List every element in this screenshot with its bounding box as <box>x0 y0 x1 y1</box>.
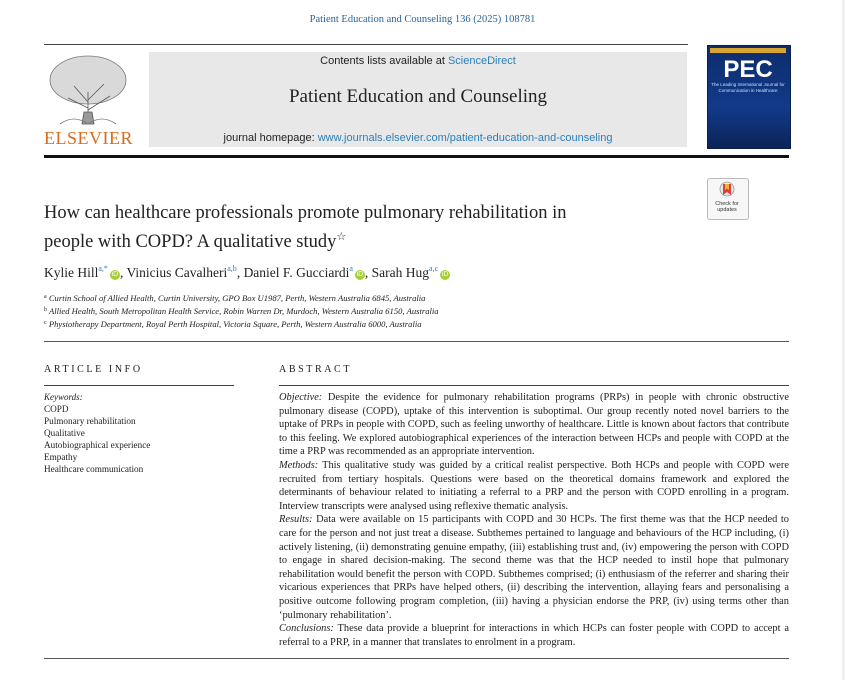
cover-subtitle: The Leading International Journal for Communication in Healthcare <box>711 82 785 93</box>
homepage-prefix: journal homepage: <box>223 132 315 144</box>
author-name[interactable]: Sarah Hug <box>371 265 430 280</box>
title-footnote-star[interactable]: ☆ <box>336 231 347 243</box>
orcid-icon[interactable]: iD <box>111 271 119 278</box>
journal-title: Patient Education and Counseling <box>288 86 548 107</box>
keyword-item[interactable]: Qualitative <box>44 428 85 438</box>
author-affil[interactable]: a,b <box>227 264 237 273</box>
author-list: Kylie Hill$^{a,*}$iD , Vinicius Cavalheri$^{a,b}$, Daniel F. Gucciardi$^a$iD , Sarah Hug$^{a,c}$iD <box>44 264 449 280</box>
affiliation-text: Allied Health, South Metropolitan Health Service, Robin Warren Dr, Murdoch, Western Australia 6150, Australia <box>49 306 439 316</box>
conclusions-label: Conclusions: <box>279 623 334 635</box>
objective-label: Objective: <box>279 392 323 403</box>
affiliation-a <box>44 293 425 303</box>
abstract-methods <box>279 459 789 513</box>
abstract-rule <box>279 385 789 386</box>
bookmark-icon <box>719 181 735 199</box>
homepage-line <box>149 132 687 144</box>
methods-label: Methods: <box>279 459 319 471</box>
cover-title: PEC <box>723 56 773 83</box>
homepage-link[interactable]: www.journals.elsevier.com/patient-education-and-counseling <box>317 132 613 144</box>
author-affil[interactable]: a,c <box>429 264 439 273</box>
abstract-objective <box>279 391 789 459</box>
journal-citation[interactable]: Patient Education and Counseling 136 (2025) 108781 <box>309 14 536 25</box>
affiliation-text: Curtin School of Allied Health, Curtin University, GPO Box U1987, Perth, Western Australia 6845, Australia <box>48 293 426 303</box>
article-info-heading: ARTICLE INFO <box>44 364 143 375</box>
author-name[interactable]: Kylie Hill <box>44 265 99 280</box>
keywords-label: Keywords: <box>44 392 83 402</box>
affiliation-mark: b <box>44 307 47 313</box>
orcid-icon[interactable]: iD <box>441 271 449 278</box>
check-updates-label: Check for updates <box>715 201 739 213</box>
affiliation-text: Physiotherapy Department, Royal Perth Hospital, Victoria Square, Perth, Western Australia 6000, Australia <box>48 319 422 329</box>
affiliation-mark: c <box>44 320 47 326</box>
cover-accent-bar <box>710 48 786 53</box>
keyword-item[interactable]: COPD <box>44 404 69 414</box>
abstract-bottom-rule <box>44 658 789 659</box>
article-title-line1: How can healthcare professionals promote pulmonary rehabilitation in <box>44 203 567 223</box>
conclusions-text: These data provide a blueprint for interactions in which HCPs can foster people with COPD to accept a referral to a PRP, in a manner that translates to enrolment in a program. <box>279 623 789 648</box>
sciencedirect-link[interactable]: ScienceDirect <box>447 55 516 67</box>
affiliation-c <box>44 319 422 329</box>
keyword-item[interactable]: Autobiographical experience <box>44 440 151 450</box>
orcid-icon[interactable]: iD <box>356 271 364 278</box>
contents-prefix: Contents lists available at <box>320 55 445 67</box>
contents-line <box>149 55 687 67</box>
keyword-item[interactable]: Healthcare communication <box>44 464 144 474</box>
author-affil[interactable]: a <box>349 264 353 273</box>
section-rule <box>44 341 789 342</box>
header-top-rule <box>44 44 688 45</box>
abstract-heading: ABSTRACT <box>279 364 353 375</box>
author-name[interactable]: Daniel F. Gucciardi <box>243 265 350 280</box>
elsevier-logo-text[interactable]: ELSEVIER <box>44 128 133 148</box>
author-name[interactable]: Vinicius Cavalheri <box>126 265 228 280</box>
header-bottom-rule <box>44 155 789 158</box>
abstract-conclusions <box>279 622 789 649</box>
article-info-rule <box>44 385 234 386</box>
results-text: Data were available on 15 participants with COPD and 30 HCPs. The first theme was that the HCP needed to care for the person and not just treat a disease. Subthemes pertained to language and behaviours of the HCP including, (i) actively listening, (ii) demonstrating genuine empathy, (iii) establishing trust and, (iv) empowering the person with COPD to engage in shared decision-making. The second theme was that the HCP needed to instil hope that pulmonary rehabilitation would benefit the person with COPD. Subthemes comprised; (i) enthusiasm of the referrer and sharing their vicarious experiences that PRPs have helped others, (ii) describing the intervention, allaying fears and personalising a positive outcome following program completion, (iii) having a physician endorse the PRP, (iv) using terms other than ‘pulmonary rehabilitation’. <box>279 514 789 621</box>
keyword-item[interactable]: Pulmonary rehabilitation <box>44 416 136 426</box>
author-affil[interactable]: a,* <box>98 264 108 273</box>
objective-text: Despite the evidence for pulmonary rehabilitation programs (PRPs) in people with chronic obstructive pulmonary disease (COPD), uptake of this intervention is suboptimal. Our group recently noted novel barriers to the uptake of PRPs in people with COPD, such as feeling unworthy of healthcare. Little is known about factors that contribute to this feeling. We explored autobiographical experiences of the interaction between HCPs and people with COPD at the time a PRP was recommended as an appropriate intervention. <box>279 392 789 458</box>
article-title-line2: people with COPD? A qualitative study <box>44 232 337 253</box>
affiliation-mark: a <box>44 294 47 300</box>
affiliation-b <box>44 306 439 316</box>
abstract-results <box>279 513 789 622</box>
methods-text: This qualitative study was guided by a critical realist perspective. Both HCPs and people with COPD were recruited from tertiary hospitals. Questions were based on the theoretical domains framework and explored the determinants of behaviour related to initiating a referral to a PRP and the person with COPD enrolling in a program. Interview transcripts were analysed using reflexive thematic analysis. <box>279 459 789 512</box>
keyword-item[interactable]: Empathy <box>44 452 78 462</box>
results-label: Results: <box>279 514 313 526</box>
article-title <box>44 201 684 254</box>
abstract-body <box>279 391 789 649</box>
